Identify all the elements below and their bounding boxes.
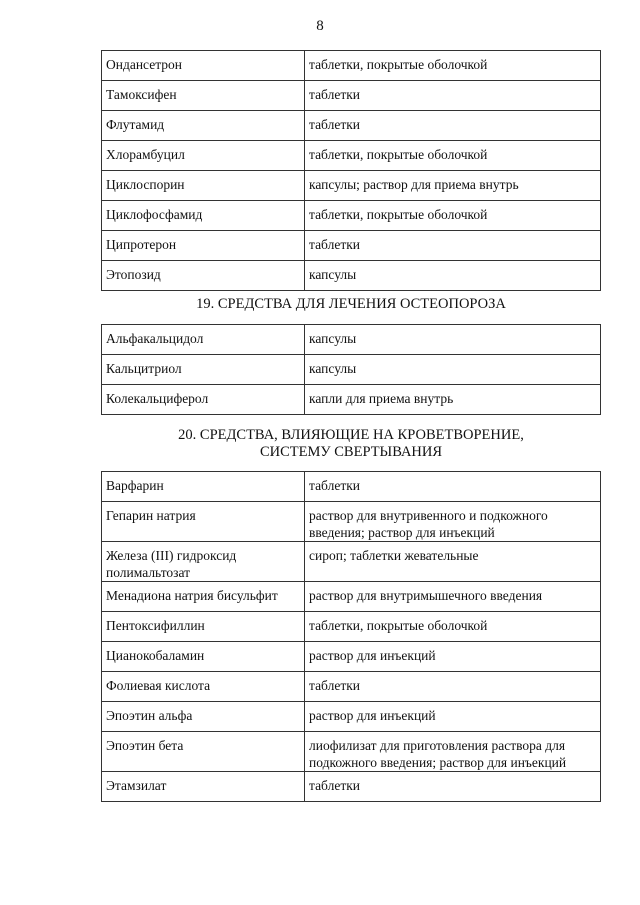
section-heading-line: СИСТЕМУ СВЕРТЫВАНИЯ (259, 444, 443, 460)
drug-table-hematopoiesis (101, 471, 601, 802)
drug-name: Менадиона натрия бисульфит (102, 582, 305, 612)
table-row (102, 472, 601, 502)
drug-name: Хлорамбуцил (102, 141, 305, 171)
drug-form: капли для приема внутрь (305, 385, 601, 415)
drug-form: таблетки, покрытые оболочкой (305, 612, 601, 642)
table-row (102, 111, 601, 141)
drug-form: капсулы (305, 261, 601, 291)
table-row (102, 141, 601, 171)
page-number: 8 (316, 18, 324, 34)
drug-form: таблетки (305, 472, 601, 502)
table-row (102, 325, 601, 355)
drug-name: Кальцитриол (102, 355, 305, 385)
drug-name: Этамзилат (102, 772, 305, 802)
drug-name: Циклофосфамид (102, 201, 305, 231)
drug-form: таблетки, покрытые оболочкой (305, 141, 601, 171)
section-heading-hematopoiesis (101, 427, 601, 461)
drug-name: Пентоксифиллин (102, 612, 305, 642)
drug-form: раствор для инъекций (305, 702, 601, 732)
table-row (102, 385, 601, 415)
table-row (102, 702, 601, 732)
drug-name: Этопозид (102, 261, 305, 291)
drug-name: Эпоэтин альфа (102, 702, 305, 732)
drug-name: Циклоспорин (102, 171, 305, 201)
drug-name: Гепарин натрия (102, 502, 305, 542)
table-row (102, 582, 601, 612)
drug-name: Варфарин (102, 472, 305, 502)
table-row (102, 171, 601, 201)
drug-form: капсулы (305, 325, 601, 355)
table-row (102, 261, 601, 291)
drug-form: раствор для внутривенного и подкожного введения; раствор для инъекций (305, 502, 601, 542)
table-row (102, 732, 601, 772)
table-row (102, 231, 601, 261)
drug-form: таблетки (305, 111, 601, 141)
drug-name: Альфакальцидол (102, 325, 305, 355)
drug-name: Ондансетрон (102, 51, 305, 81)
drug-table-continued (101, 50, 601, 291)
drug-form: таблетки (305, 772, 601, 802)
table-row (102, 542, 601, 582)
table-row (102, 672, 601, 702)
drug-form: раствор для инъекций (305, 642, 601, 672)
drug-form: капсулы (305, 355, 601, 385)
table-row (102, 772, 601, 802)
table-row (102, 612, 601, 642)
drug-form: таблетки (305, 672, 601, 702)
drug-name: Флутамид (102, 111, 305, 141)
drug-name: Цианокобаламин (102, 642, 305, 672)
table-row (102, 642, 601, 672)
drug-form: капсулы; раствор для приема внутрь (305, 171, 601, 201)
drug-name: Эпоэтин бета (102, 732, 305, 772)
section-heading-osteoporosis: 19. СРЕДСТВА ДЛЯ ЛЕЧЕНИЯ ОСТЕОПОРОЗА (196, 296, 506, 312)
drug-form: сироп; таблетки жевательные (305, 542, 601, 582)
drug-name: Ципротерон (102, 231, 305, 261)
drug-form: раствор для внутримышечного введения (305, 582, 601, 612)
section-heading-line: 20. СРЕДСТВА, ВЛИЯЮЩИЕ НА КРОВЕТВОРЕНИЕ, (178, 427, 524, 443)
drug-form: лиофилизат для приготовления раствора для подкожного введения; раствор для инъекций (305, 732, 601, 772)
table-row (102, 201, 601, 231)
table-row (102, 502, 601, 542)
table-row (102, 355, 601, 385)
drug-form: таблетки, покрытые оболочкой (305, 51, 601, 81)
drug-form: таблетки (305, 231, 601, 261)
drug-name: Фолиевая кислота (102, 672, 305, 702)
drug-form: таблетки (305, 81, 601, 111)
drug-table-osteoporosis (101, 324, 601, 415)
drug-name: Тамоксифен (102, 81, 305, 111)
drug-name: Железа (III) гидроксид полимальтозат (102, 542, 305, 582)
table-row (102, 81, 601, 111)
drug-form: таблетки, покрытые оболочкой (305, 201, 601, 231)
drug-name: Колекальциферол (102, 385, 305, 415)
table-row (102, 51, 601, 81)
